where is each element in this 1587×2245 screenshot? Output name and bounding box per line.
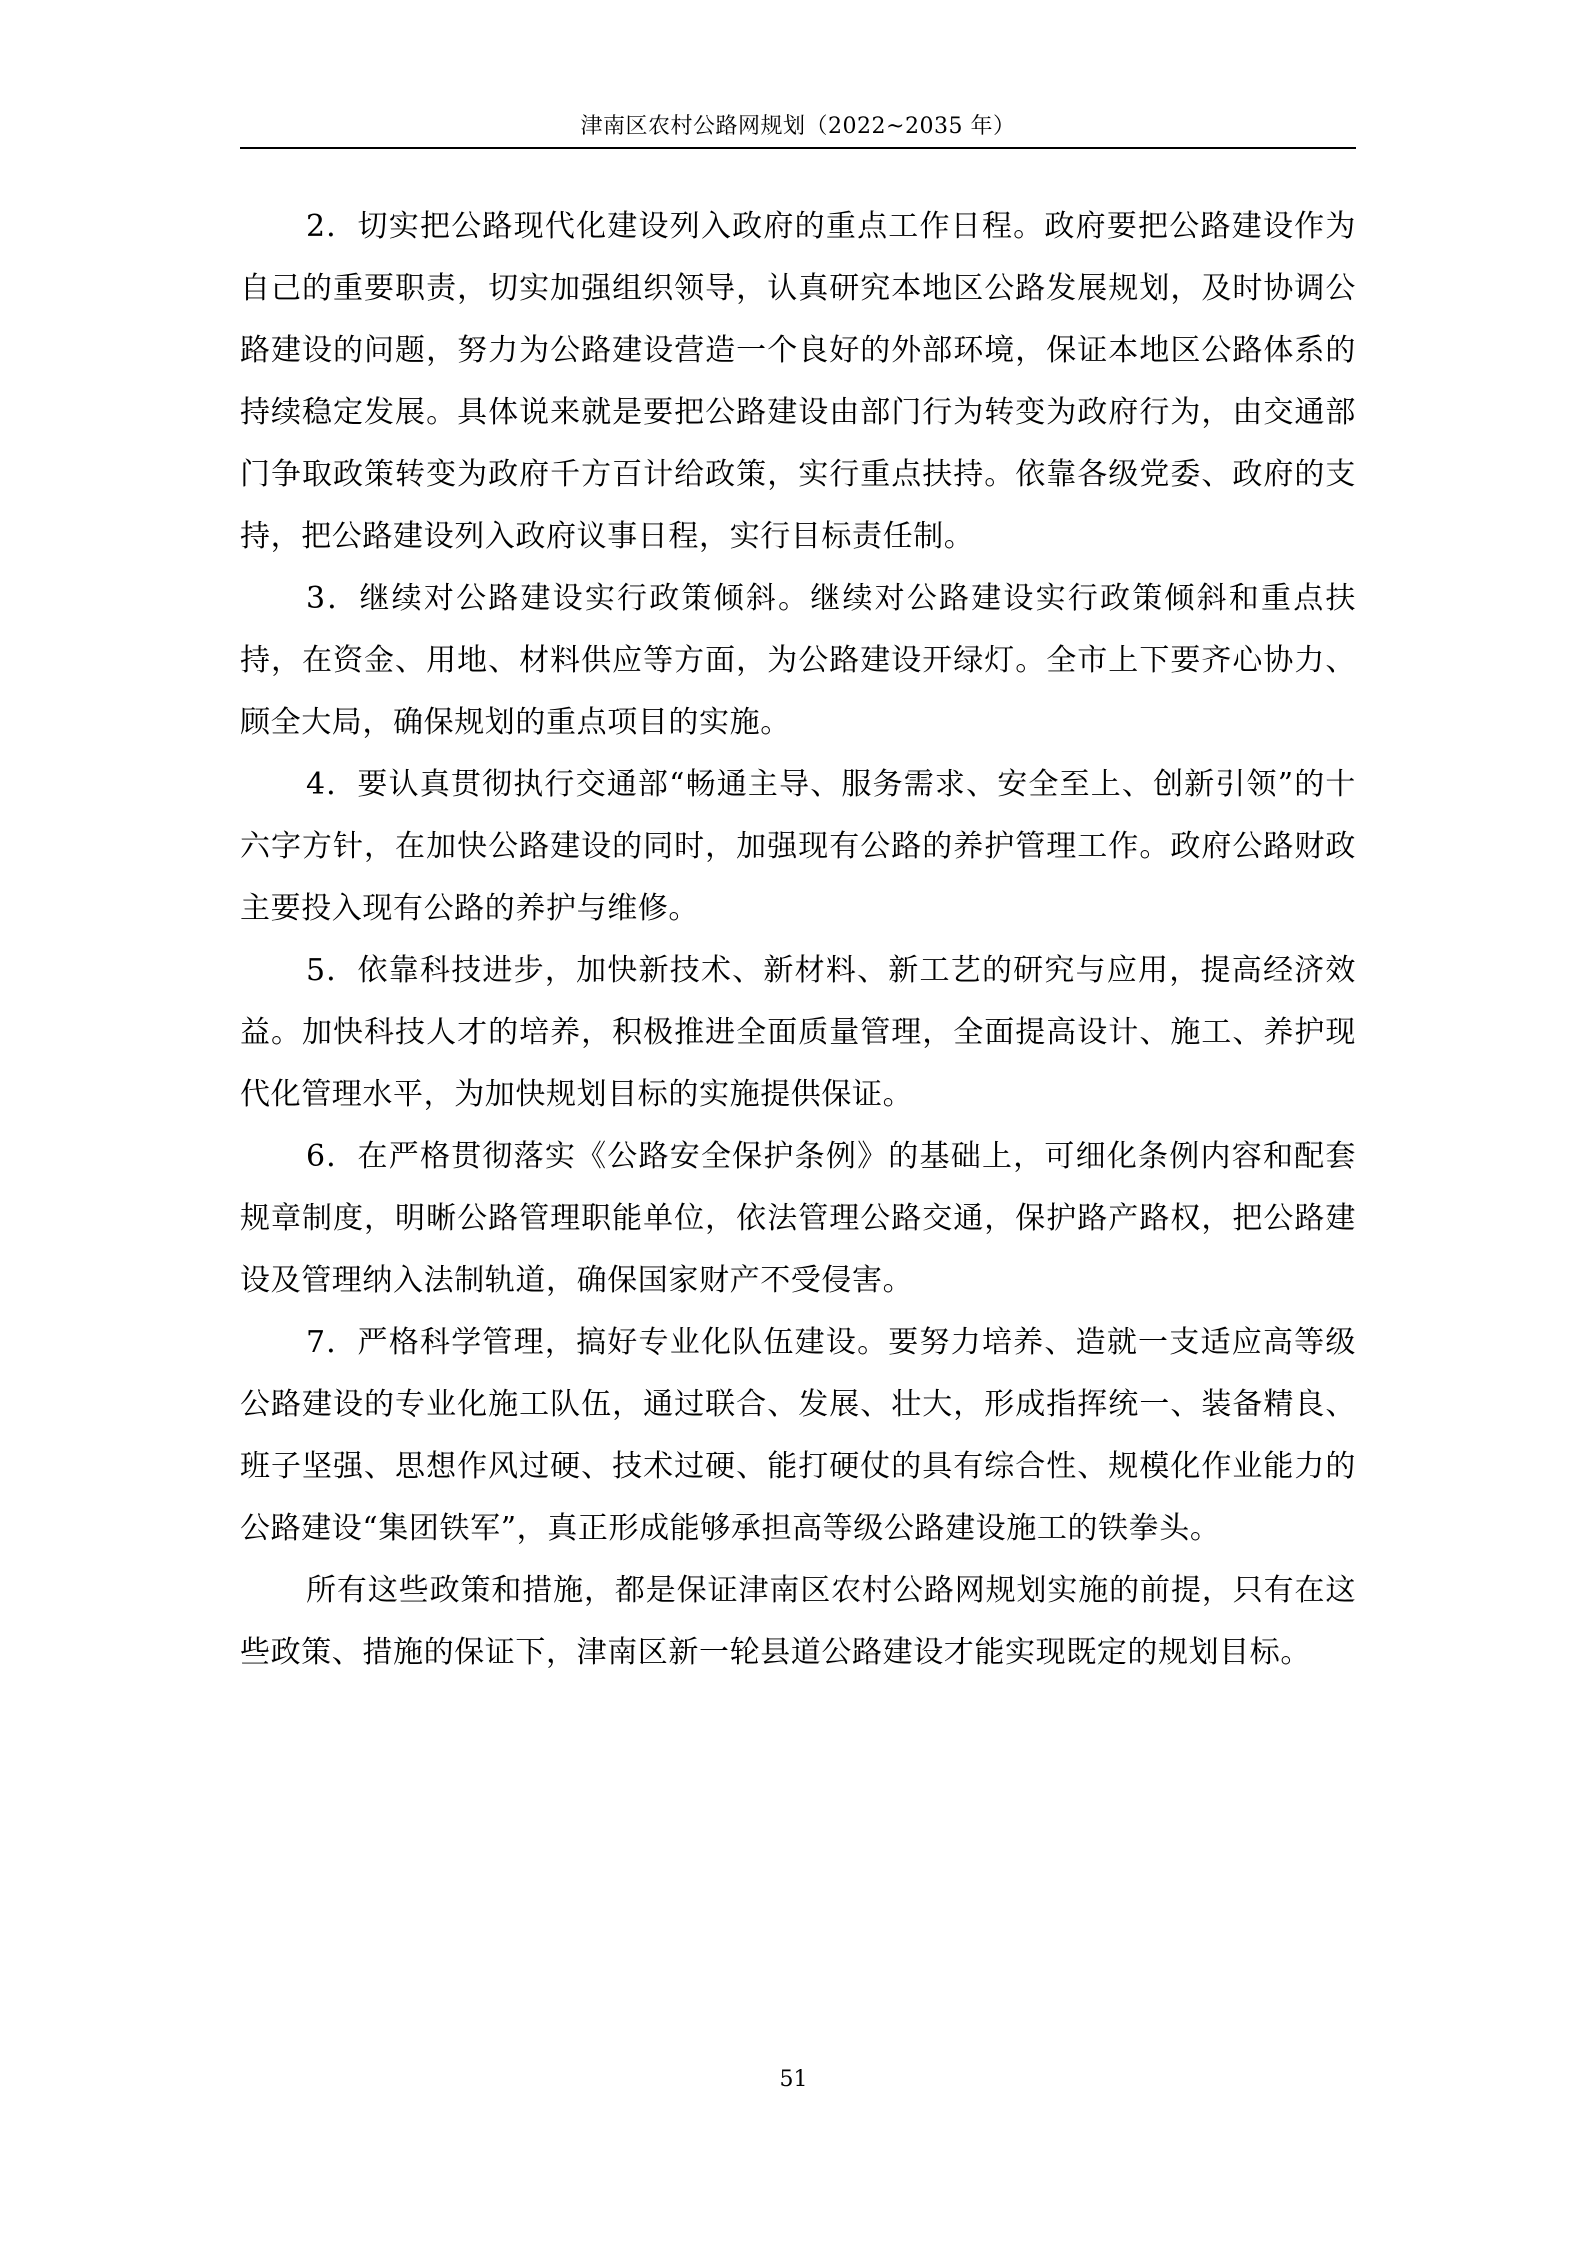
header-divider [240,147,1356,149]
paragraph-item-2: 2．切实把公路现代化建设列入政府的重点工作日程。政府要把公路建设作为自己的重要职责，切实加强组织领导，认真研究本地区公路发展规划，及时协调公路建设的问题，努力为公路建设营造一个良好的外部环境，保证本地区公路体系的持续稳定发展。具体说来就是要把公路建设由部门行为转变为政府行为，由交通部门争取政策转变为政府千方百计给政策，实行重点扶持。依靠各级党委、政府的支持，把公路建设列入政府议事日程，实行目标责任制。 [240,209,1356,554]
document-body [240,196,1356,1684]
page-header-title: 津南区农村公路网规划（2022~2035 年） [580,114,1016,139]
paragraph-item-6: 6．在严格贯彻落实《公路安全保护条例》的基础上，可细化条例内容和配套规章制度，明晰公路管理职能单位，依法管理公路交通，保护路产路权，把公路建设及管理纳入法制轨道，确保国家财产不受侵害。 [240,1139,1356,1298]
paragraph-item-3: 3．继续对公路建设实行政策倾斜。继续对公路建设实行政策倾斜和重点扶持，在资金、用地、材料供应等方面，为公路建设开绿灯。全市上下要齐心协力、顾全大局，确保规划的重点项目的实施。 [240,581,1356,740]
page-number: 51 [779,2067,808,2092]
paragraph-item-7: 7．严格科学管理，搞好专业化队伍建设。要努力培养、造就一支适应高等级公路建设的专业化施工队伍，通过联合、发展、壮大，形成指挥统一、装备精良、班子坚强、思想作风过硬、技术过硬、能打硬仗的具有综合性、规模化作业能力的公路建设“集团铁军”，真正形成能够承担高等级公路建设施工的铁拳头。 [240,1325,1356,1546]
paragraph-item-4: 4．要认真贯彻执行交通部“畅通主导、服务需求、安全至上、创新引领”的十六字方针，在加快公路建设的同时，加强现有公路的养护管理工作。政府公路财政主要投入现有公路的养护与维修。 [240,767,1356,926]
paragraph-conclusion: 所有这些政策和措施，都是保证津南区农村公路网规划实施的前提，只有在这些政策、措施的保证下，津南区新一轮县道公路建设才能实现既定的规划目标。 [240,1573,1356,1670]
paragraph-item-5: 5．依靠科技进步，加快新技术、新材料、新工艺的研究与应用，提高经济效益。加快科技人才的培养，积极推进全面质量管理，全面提高设计、施工、养护现代化管理水平，为加快规划目标的实施提供保证。 [240,953,1356,1112]
